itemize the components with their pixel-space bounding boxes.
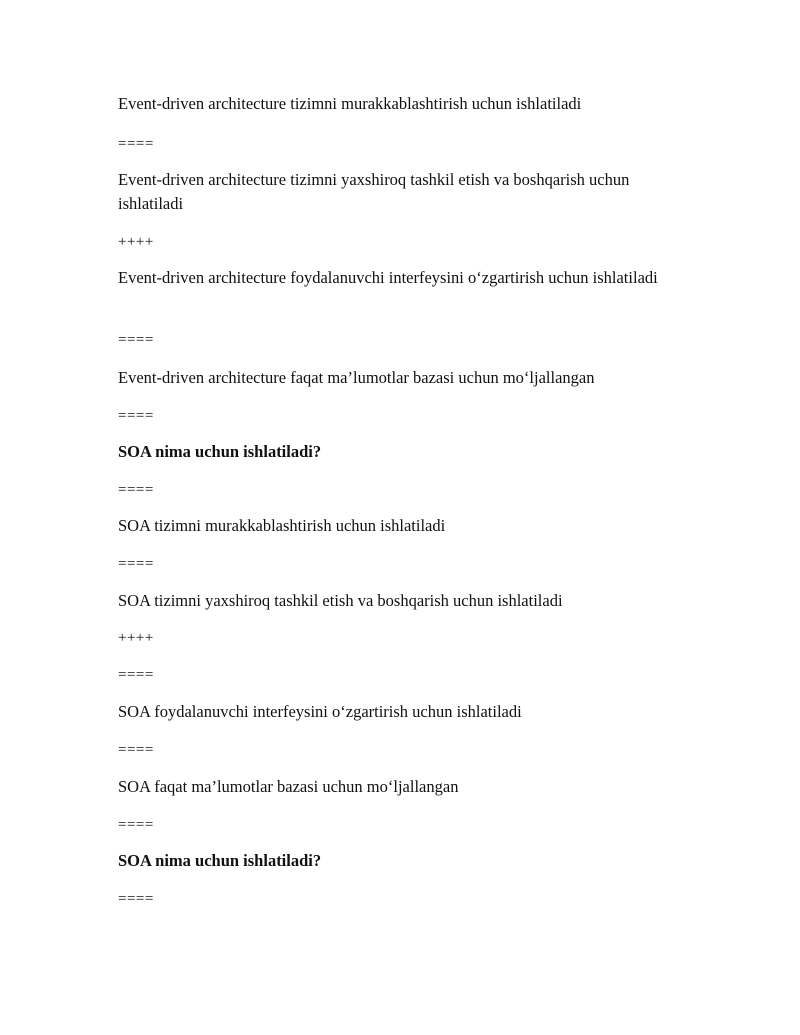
correct-marker: ++++	[118, 234, 154, 250]
separator: ====	[118, 136, 154, 152]
separator: ====	[118, 556, 154, 572]
separator: ====	[118, 817, 154, 833]
answer-option: Event-driven architecture foydalanuvchi interfeysini o‘zgartirish uchun ishlatiladi	[118, 268, 658, 287]
question-heading: SOA nima uchun ishlatiladi?	[118, 851, 322, 870]
separator: ====	[118, 408, 154, 424]
correct-marker: ++++	[118, 630, 154, 646]
separator: ====	[118, 482, 154, 498]
answer-option: SOA faqat ma’lumotlar bazasi uchun mo‘ljallangan	[118, 777, 459, 796]
separator: ====	[118, 332, 154, 348]
answer-option: Event-driven architecture tizimni yaxshiroq tashkil etish va boshqarish uchun ishlatiladi	[118, 170, 630, 213]
answer-option: Event-driven architecture faqat ma’lumotlar bazasi uchun mo‘ljallangan	[118, 368, 595, 387]
answer-option: Event-driven architecture tizimni murakkablashtirish uchun ishlatiladi	[118, 94, 582, 113]
separator: ====	[118, 742, 154, 758]
separator: ====	[118, 667, 154, 683]
answer-option: SOA tizimni yaxshiroq tashkil etish va boshqarish uchun ishlatiladi	[118, 591, 563, 610]
answer-option: SOA tizimni murakkablashtirish uchun ishlatiladi	[118, 516, 446, 535]
separator: ====	[118, 891, 154, 907]
question-heading: SOA nima uchun ishlatiladi?	[118, 442, 322, 461]
answer-option: SOA foydalanuvchi interfeysini o‘zgartirish uchun ishlatiladi	[118, 702, 522, 721]
